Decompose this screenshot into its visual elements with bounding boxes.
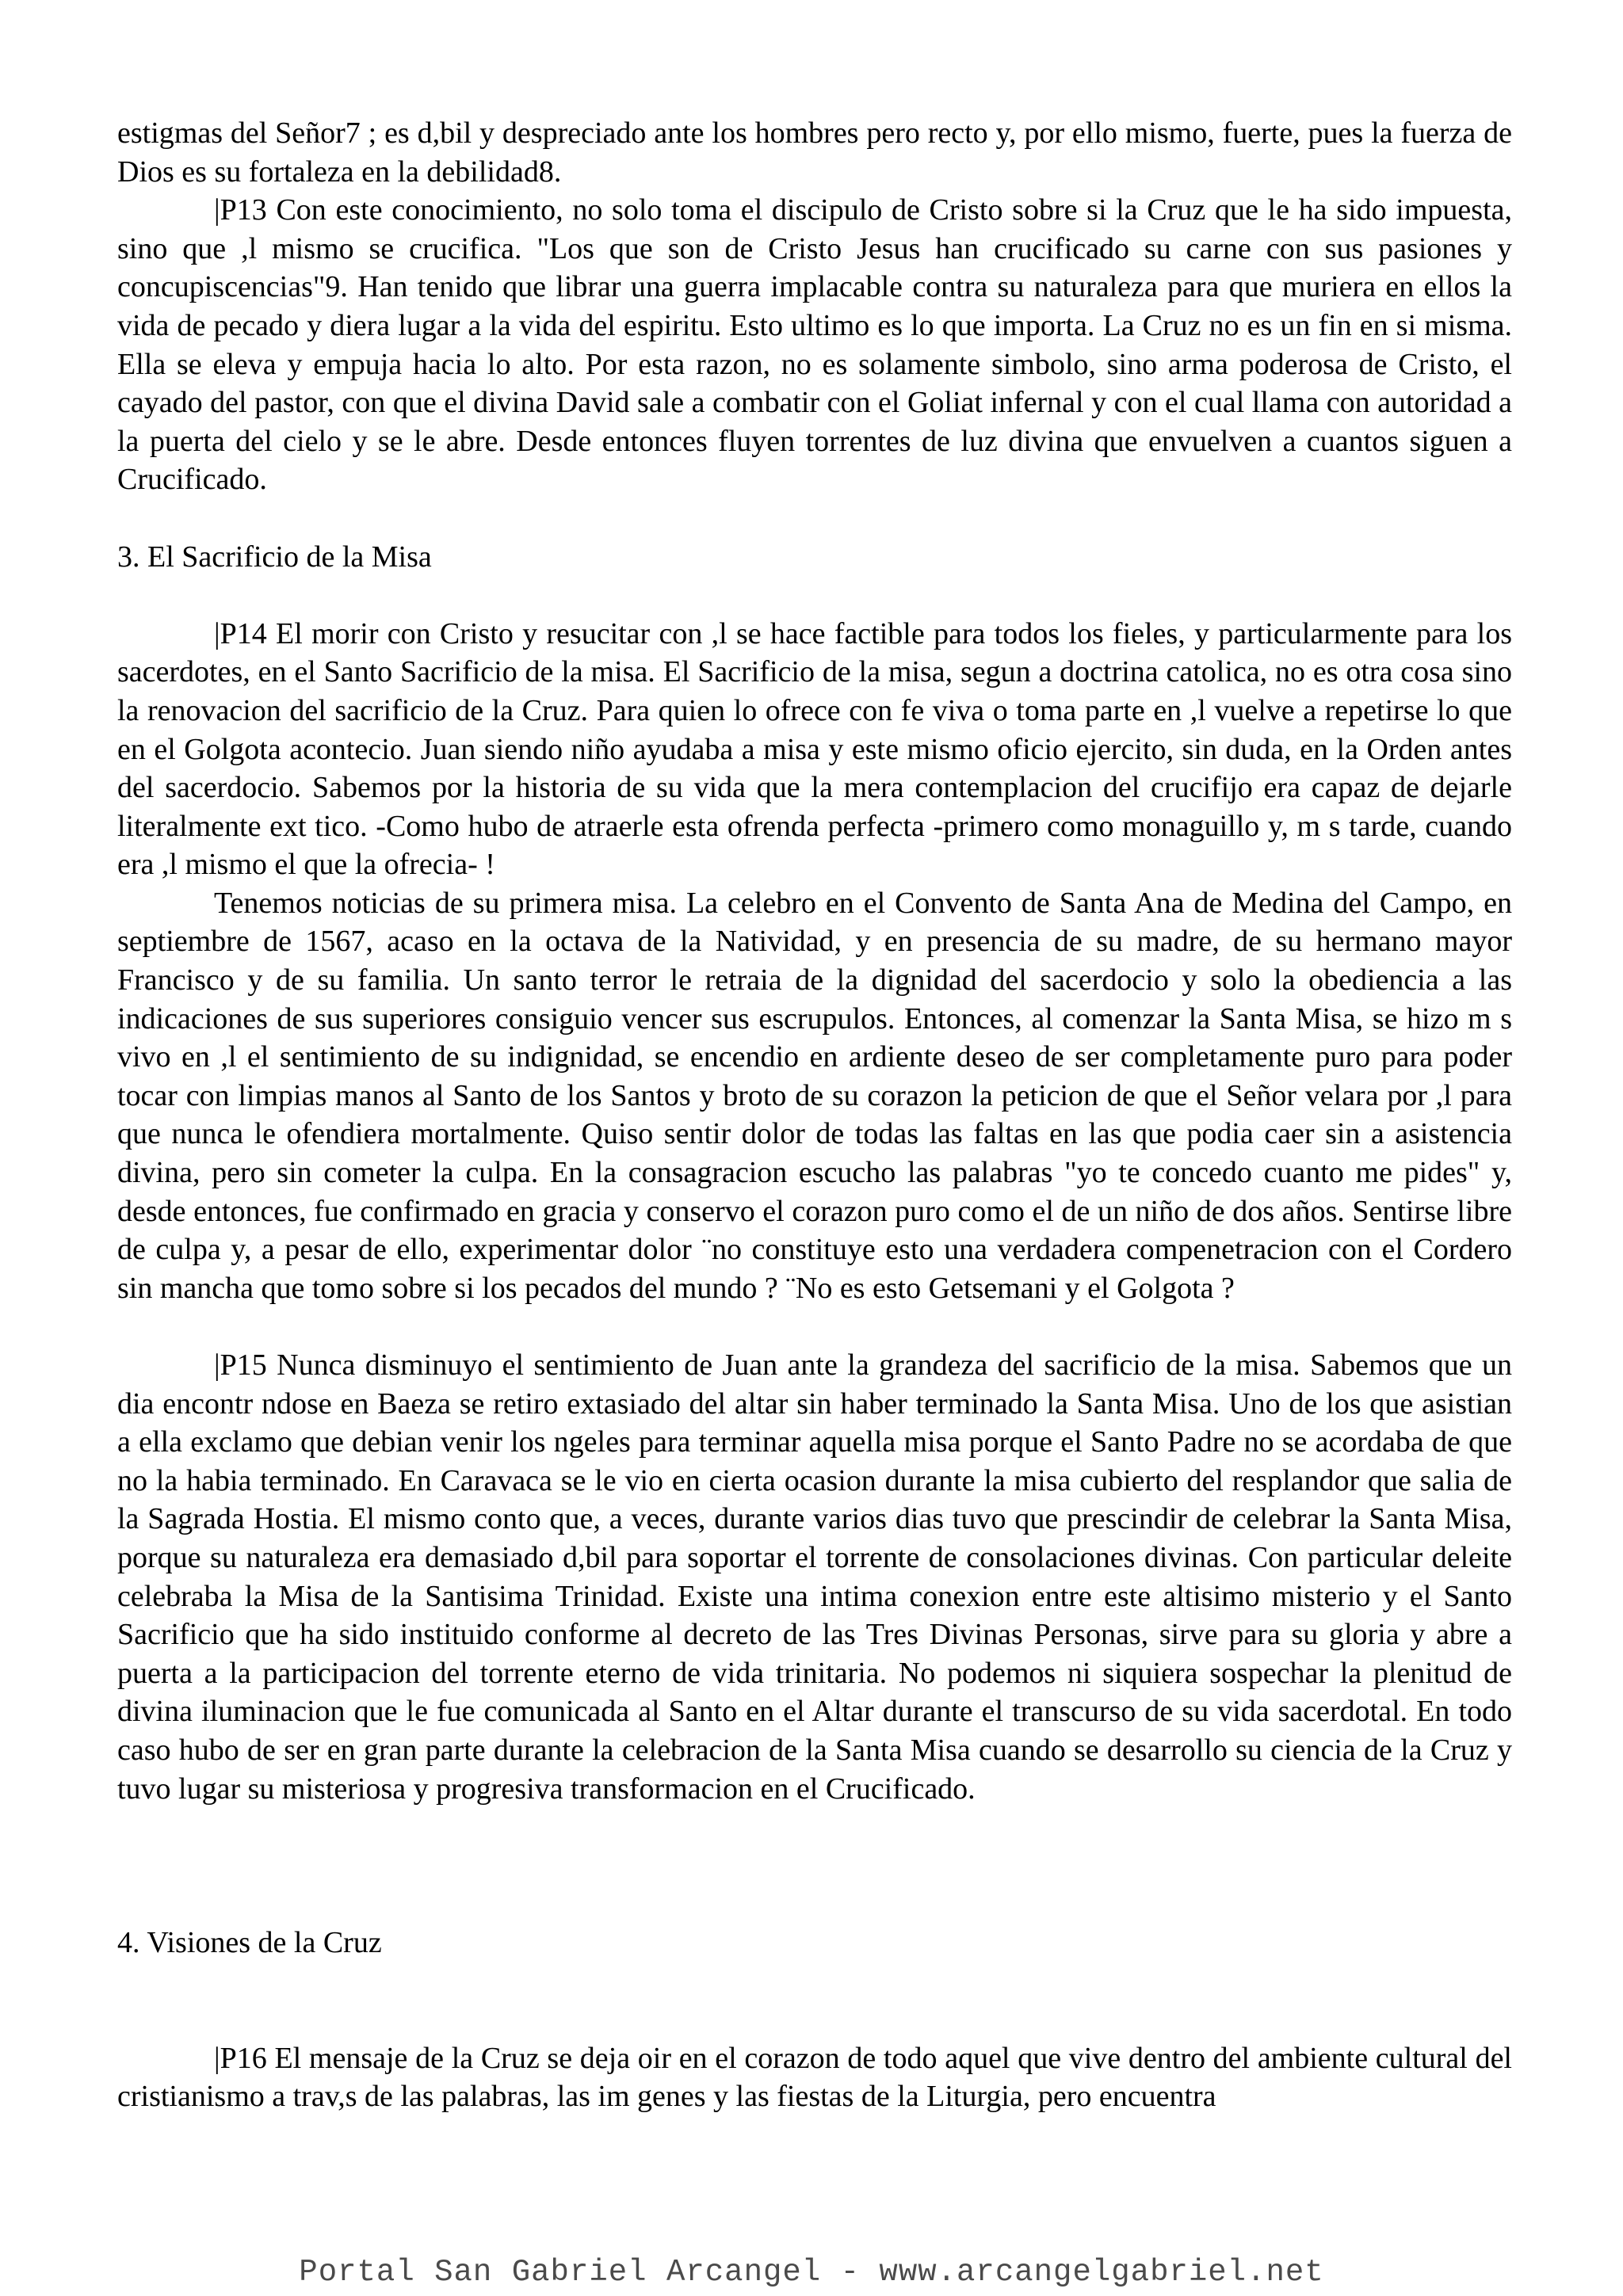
paragraph-p15: |P15 Nunca disminuyo el sentimiento de Juan ante la grandeza del sacrificio de la misa. Sabemos que un dia encontr ndose en Baeza se retiro extasiado del altar sin haber terminado la Santa Misa. Uno de los que asistian a ella exclamo que debian venir los ngeles para terminar aquella misa porque el Santo Padre no se acordaba de que no la habia terminado. En Caravaca se le vio en cierta ocasion durante la misa cubierto del resplandor que salia de la Sagrada Hostia. El mismo conto que, a veces, durante varios dias tuvo que prescindir de celebrar la Santa Misa, porque su naturaleza era demasiado d,bil para soportar el torrente de consolaciones divinas. Con particular deleite celebraba la Misa de la Santisima Trinidad. Existe una intima conexion entre este altisimo misterio y el Santo Sacrificio que ha sido instituido conforme al decreto de las Tres Divinas Personas, sirve para su gloria y abre a puerta a la participacion del torrente eterno de vida trinitaria. No podemos ni siquiera sospechar la plenitud de divina iluminacion que le fue comunicada al Santo en el Altar durante el transcurso de su vida sacerdotal. En todo caso hubo de ser en gran parte durante la celebracion de la Santa Misa cuando se desarrollo su ciencia de la Cruz y tuvo lugar su misteriosa y progresiva transformacion en el Crucificado. [117,1348,1512,1806]
paragraph-p13: |P13 Con este conocimiento, no solo toma el discipulo de Cristo sobre si la Cruz que le ha sido impuesta, sino que ,l mismo se crucifica. "Los que son de Cristo Jesus han crucificado su carne con sus pasiones y concupiscencias"9. Han tenido que librar una guerra implacable contra su naturaleza para que muriera en ellos la vida de pecado y diera lugar a la vida del espiritu. Esto ultimo es lo que importa. La Cruz no es un fin en si misma. Ella se eleva y empuja hacia lo alto. Por esta razon, no es solamente simbolo, sino arma poderosa de Cristo, el cayado del pastor, con que el divina David sale a combatir con el Goliat infernal y con el cual llama con autoridad a la puerta del cielo y se le abre. Desde entonces fluyen torrentes de luz divina que envuelven a cuantos siguen a Crucificado. [117,193,1512,497]
paragraph-p16: |P16 El mensaje de la Cruz se deja oir en el corazon de todo aquel que vive dentro del ambiente cultural del cristianismo a trav,s de las palabras, las im genes y las fiestas de la Liturgia, pero encuentra [117,2041,1512,2114]
page-body [117,114,1512,2116]
paragraph-p14: |P14 El morir con Cristo y resucitar con ,l se hace factible para todos los fieles, y particularmente para los sacerdotes, en el Santo Sacrificio de la misa. El Sacrificio de la misa, segun a doctrina catolica, no es otra cosa sino la renovacion del sacrificio de la Cruz. Para quien lo ofrece con fe viva o toma parte en ,l vuelve a repetirse lo que en el Golgota acontecio. Juan siendo niño ayudaba a misa y este mismo oficio ejercito, sin duda, en la Orden antes del sacerdocio. Sabemos por la historia de su vida que la mera contemplacion del crucifijo era capaz de dejarle literalmente ext tico. -Como hubo de atraerle esta ofrenda perfecta -primero como monaguillo y, m s tarde, cuando era ,l mismo el que la ofrecia- ! [117,616,1512,882]
paragraph-p14b: Tenemos noticias de su primera misa. La celebro en el Convento de Santa Ana de Medina del Campo, en septiembre de 1567, acaso en la octava de la Natividad, y en presencia de su madre, de su hermano mayor Francisco y de su familia. Un santo terror le retraia de la dignidad del sacerdocio y solo la obediencia a las indicaciones de sus superiores consiguio vencer sus escrupulos. Entonces, al comenzar la Santa Misa, se hizo m s vivo en ,l el sentimiento de su indignidad, se encendio en ardiente deseo de ser completamente puro para poder tocar con limpias manos al Santo de los Santos y broto de su corazon la peticion de que el Señor velara por ,l para que nunca le ofendiera mortalmente. Quiso sentir dolor de todas las faltas en las que podia caer sin a asistencia divina, pero sin cometer la culpa. En la consagracion escucho las palabras "yo te concedo cuanto me pides" y, desde entonces, fue confirmado en gracia y conservo el corazon puro como el de un niño de dos años. Sentirse libre de culpa y, a pesar de ello, experimentar dolor ¨no constituye esto una verdadera compenetracion con el Cordero sin mancha que tomo sobre si los pecados del mundo ? ¨No es esto Getsemani y el Golgota ? [117,886,1512,1305]
section-heading-3: 3. El Sacrificio de la Misa [117,540,432,574]
paragraph-continuation: estigmas del Señor7 ; es d,bil y despreciado ante los hombres pero recto y, por ello mismo, fuerte, pues la fuerza de Dios es su fortaleza en la debilidad8. [117,116,1512,189]
blank-line [117,1307,1512,1346]
page-footer: Portal San Gabriel Arcangel - www.arcangelgabriel.net [299,2255,1324,2290]
section-heading-4: 4. Visiones de la Cruz [117,1925,382,1959]
blank-space [117,1962,1512,2039]
blank-space [117,1808,1512,1924]
blank-line [117,499,1512,538]
blank-line [117,576,1512,615]
